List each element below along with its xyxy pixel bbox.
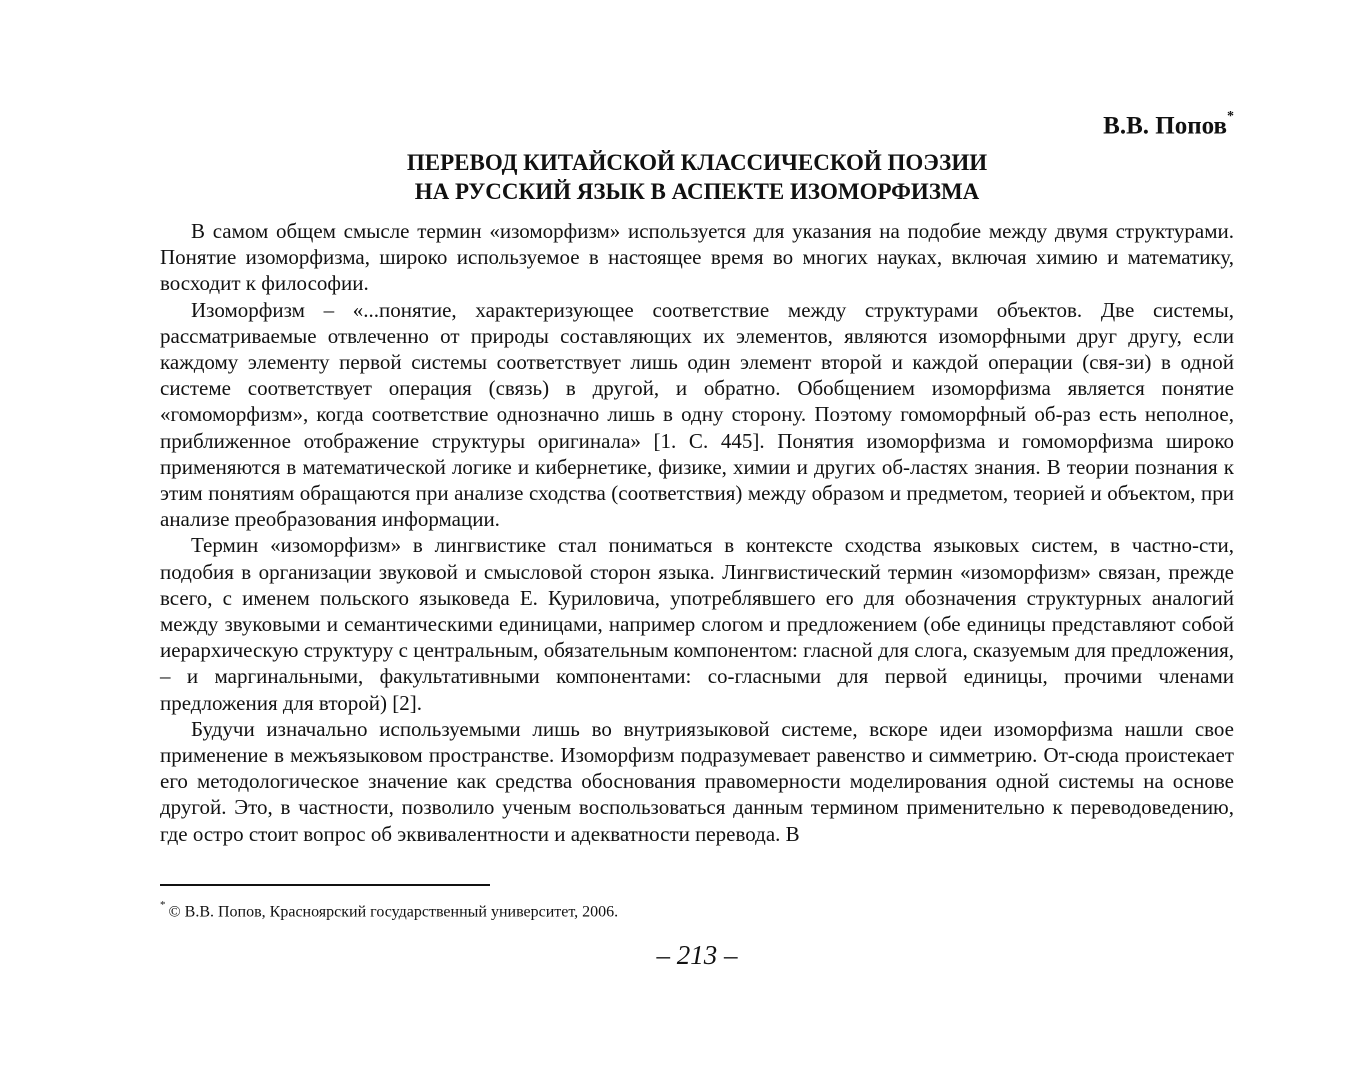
footnote-divider: [160, 884, 490, 886]
footnote: [160, 896, 618, 923]
paragraph-2: Изоморфизм – «...понятие, характеризующее соответствие между структурами объектов. Две системы, рассматриваемые отвлеченно от природы составляющих их элементов, являются изоморфными друг другу, если каждому элементу первой системы соответствует лишь один элемент второй и каждой операции (свя-зи) в одной системе соответствует операция (связь) в другой, и обратно. Обобщением изоморфизма является понятие «гомоморфизм», когда соответствие однозначно лишь в одну сторону. Поэтому гомоморфный об-раз есть неполное, приближенное отображение структуры оригинала» [1. С. 445]. Понятия изоморфизма и гомоморфизма широко применяются в математической логике и кибернетике, физике, химии и других об-ластях знания. В теории познания к этим понятиям обращаются при анализе сходства (соответствия) между образом и предметом, теорией и объектом, при анализе преобразования информации.: [160, 297, 1234, 532]
article-body: [160, 218, 1234, 847]
article-title-line-2: НА РУССКИЙ ЯЗЫК В АСПЕКТЕ ИЗОМОРФИЗМА: [414, 179, 980, 204]
paragraph-4: Будучи изначально используемыми лишь во внутриязыковой системе, вскоре идеи изоморфизма нашли свое применение в межъязыковом пространстве. Изоморфизм подразумевает равенство и симметрию. От-сюда проистекает его методологическое значение как средства обоснования правомерности моделирования одной системы на основе другой. Это, в частности, позволило ученым воспользоваться данным термином применительно к переводоведению, где остро стоит вопрос об эквивалентности и адекватности перевода. В: [160, 716, 1234, 846]
article-title-line-1: ПЕРЕВОД КИТАЙСКОЙ КЛАССИЧЕСКОЙ ПОЭЗИИ: [406, 150, 988, 175]
footnote-text: © В.В. Попов, Красноярский государственный университет, 2006.: [168, 903, 619, 921]
author-name: В.В. Попов: [1103, 112, 1227, 140]
footnote-mark: *: [160, 899, 166, 911]
article-title: [160, 148, 1234, 206]
page-number: – 213 –: [656, 940, 738, 970]
paragraph-1: В самом общем смысле термин «изоморфизм» используется для указания на подобие между двумя структурами. Понятие изоморфизма, широко используемое в настоящее время во многих науках, включая химию и математику, восходит к философии.: [160, 219, 1234, 296]
document-page: [160, 0, 1234, 1080]
author-footnote-mark: *: [1227, 109, 1234, 124]
author-line: [1103, 104, 1234, 143]
paragraph-3: Термин «изоморфизм» в лингвистике стал пониматься в контексте сходства языковых систем, в частно-сти, подобия в организации звуковой и смысловой сторон языка. Лингвистический термин «изоморфизм» связан, прежде всего, с именем польского языковеда Е. Куриловича, употреблявшего его для обозначения структурных аналогий между звуковыми и семантическими единицами, например слогом и предложением (обе единицы представляют собой иерархическую структуру с центральным, обязательным компонентом: гласной для слога, сказуемым для предложения, – и маргинальными, факультативными компонентами: со-гласными для первой единицы, прочими членами предложения для второй) [2].: [160, 533, 1234, 715]
